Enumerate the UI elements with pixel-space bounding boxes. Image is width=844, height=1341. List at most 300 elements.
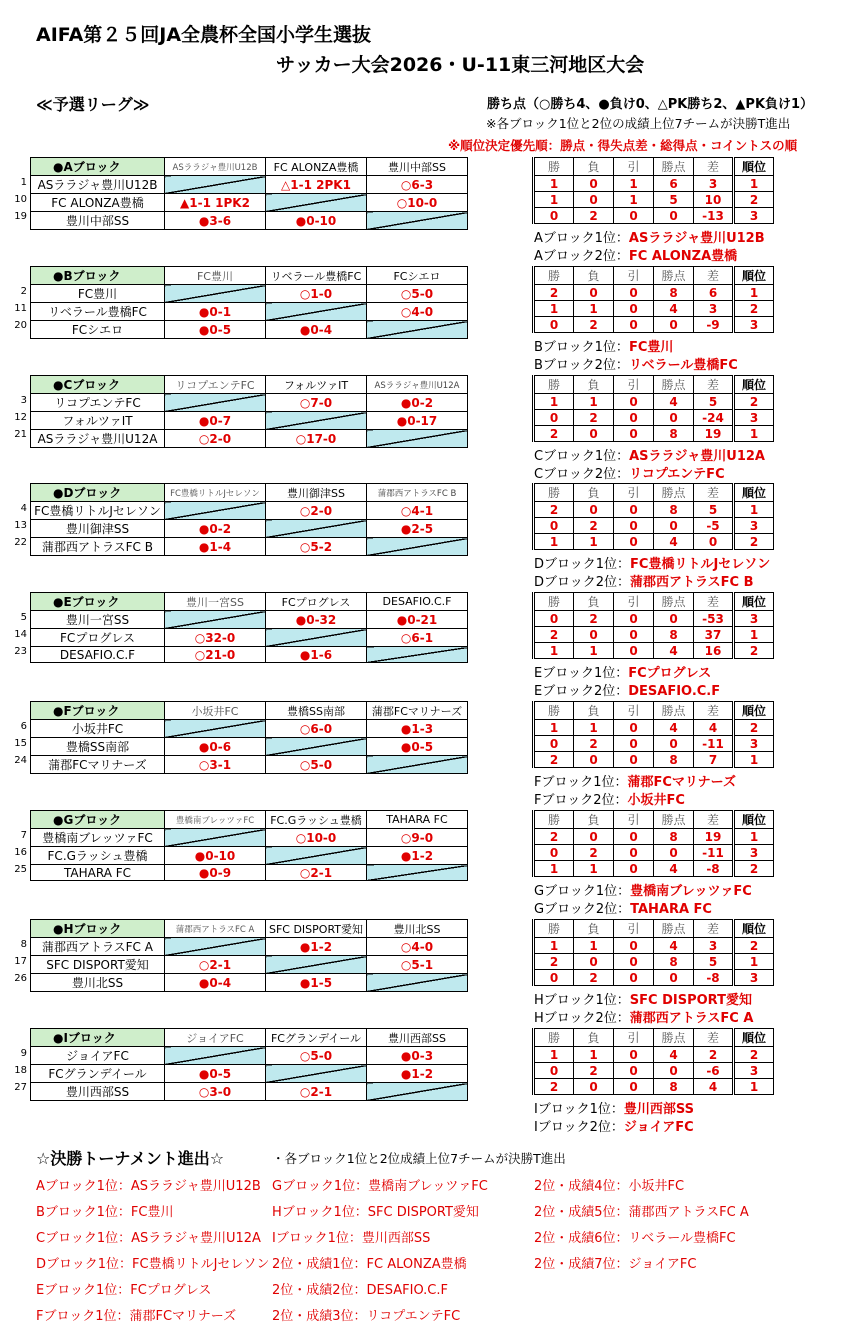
team-number: 4 — [20, 503, 27, 514]
place-team: 豊橋南ブレッツァFC — [630, 884, 752, 899]
opponent-header: 豊橋SS南部 — [266, 702, 367, 720]
final-entry: Eブロック1位：FCプログレス — [36, 1283, 212, 1298]
final-entry: 2位・成績3位：リコプエンテFC — [272, 1309, 461, 1324]
standings-w: 1 — [534, 394, 574, 410]
place-team: ジョイアFC — [623, 1120, 694, 1135]
team-name: FC豊川 — [31, 285, 165, 303]
standings-pts: 0 — [654, 317, 694, 333]
opponent-header: 蒲郡FCマリナーズ — [367, 702, 468, 720]
standings-header: 勝点 — [654, 484, 694, 502]
team-number: 25 — [14, 864, 27, 875]
standings-pts: 8 — [654, 954, 694, 970]
team-name: 豊川北SS — [31, 974, 165, 992]
standings-d: 0 — [614, 1063, 654, 1079]
place-label: Bブロック2位： — [534, 358, 629, 373]
standings-row — [534, 611, 774, 627]
standings-header: 負 — [574, 811, 614, 829]
block-second-place — [534, 354, 738, 373]
standings-row — [534, 1063, 774, 1079]
match-result: ○4-1 — [367, 502, 468, 520]
standings-l: 0 — [574, 1079, 614, 1095]
block-first-place — [534, 662, 711, 681]
place-team: FC豊橋リトルJセレソン — [630, 557, 771, 572]
table-row — [31, 865, 468, 881]
match-result: ○5-2 — [266, 538, 367, 556]
standings-header: 勝 — [534, 920, 574, 938]
standings-l: 0 — [574, 627, 614, 643]
standings-d: 0 — [614, 752, 654, 768]
standings-l: 1 — [574, 301, 614, 317]
standings-header: 引 — [614, 920, 654, 938]
standings-rank: 3 — [734, 208, 774, 224]
self-cell — [367, 647, 468, 663]
team-name: FCグランデイール — [31, 1065, 165, 1083]
self-cell — [266, 520, 367, 538]
self-cell — [367, 538, 468, 556]
points-rule: 勝ち点（○勝ち4、●負け0、△PK勝ち2、▲PK負け1） — [487, 97, 814, 112]
standings-pts: 8 — [654, 829, 694, 845]
table-row — [31, 720, 468, 738]
final-entry: 2位・成績5位：蒲郡西アトラスFC A — [534, 1205, 749, 1220]
match-result: ○2-0 — [165, 430, 266, 448]
standings-pts: 8 — [654, 502, 694, 518]
opponent-header: FC豊橋リトルJセレソン — [165, 484, 266, 502]
standings-row — [534, 410, 774, 426]
table-row — [31, 1065, 468, 1083]
place-team: リコプエンテFC — [629, 467, 725, 482]
final-entry: Cブロック1位：ASララジャ豊川U12A — [36, 1231, 261, 1246]
standings-header: 勝 — [534, 811, 574, 829]
standings-row — [534, 1047, 774, 1063]
standings-d: 0 — [614, 954, 654, 970]
self-cell — [266, 1065, 367, 1083]
standings-w: 0 — [534, 845, 574, 861]
standings-row — [534, 1079, 774, 1095]
standings-pts: 4 — [654, 720, 694, 736]
table-row — [31, 430, 468, 448]
place-team: FCプログレス — [628, 666, 712, 681]
standings-table — [532, 810, 774, 877]
standings-header: 引 — [614, 158, 654, 176]
standings-header: 順位 — [734, 811, 774, 829]
block-first-place — [534, 989, 752, 1008]
block-4 — [0, 592, 844, 697]
block-first-place — [534, 336, 673, 355]
table-row — [31, 412, 468, 430]
standings-pts: 8 — [654, 752, 694, 768]
standings-rank: 1 — [734, 176, 774, 192]
standings-l: 1 — [574, 938, 614, 954]
standings-d: 0 — [614, 394, 654, 410]
block-second-place — [534, 680, 720, 699]
self-cell — [266, 629, 367, 647]
standings-diff: -6 — [694, 1063, 734, 1079]
standings-row — [534, 208, 774, 224]
standings-diff: -11 — [694, 736, 734, 752]
opponent-header: フォルツァIT — [266, 376, 367, 394]
standings-l: 2 — [574, 970, 614, 986]
block-name: ●Bブロック — [31, 267, 165, 285]
standings-pts: 8 — [654, 1079, 694, 1095]
standings-diff: -24 — [694, 410, 734, 426]
standings-pts: 0 — [654, 1063, 694, 1079]
standings-l: 0 — [574, 829, 614, 845]
standings-diff: 10 — [694, 192, 734, 208]
place-team: ASララジャ豊川U12B — [628, 231, 765, 246]
place-team: SFC DISPORT愛知 — [629, 993, 752, 1008]
opponent-header: 豊川中部SS — [367, 158, 468, 176]
self-cell — [367, 974, 468, 992]
team-number: 20 — [14, 320, 27, 331]
standings-header: 負 — [574, 158, 614, 176]
block-name: ●Cブロック — [31, 376, 165, 394]
block-first-place — [534, 227, 765, 246]
standings-header: 勝 — [534, 158, 574, 176]
standings-rank: 2 — [734, 192, 774, 208]
table-row — [31, 829, 468, 847]
standings-pts: 8 — [654, 426, 694, 442]
match-table — [30, 810, 468, 881]
standings-l: 2 — [574, 611, 614, 627]
table-row — [31, 212, 468, 230]
self-cell — [367, 1083, 468, 1101]
standings-rank: 1 — [734, 285, 774, 301]
match-result: ●0-32 — [266, 611, 367, 629]
match-result: ○5-0 — [266, 1047, 367, 1065]
standings-rank: 3 — [734, 317, 774, 333]
standings-diff: -8 — [694, 970, 734, 986]
standings-header: 勝点 — [654, 267, 694, 285]
standings-rank: 2 — [734, 938, 774, 954]
place-label: Fブロック2位： — [534, 793, 628, 808]
opponent-header: SFC DISPORT愛知 — [266, 920, 367, 938]
opponent-header: FCシエロ — [367, 267, 468, 285]
self-cell — [266, 956, 367, 974]
match-result: ○9-0 — [367, 829, 468, 847]
block-name: ●Fブロック — [31, 702, 165, 720]
block-7 — [0, 919, 844, 1024]
standings-diff: 6 — [694, 285, 734, 301]
match-result: ●0-17 — [367, 412, 468, 430]
final-entry: Dブロック1位：FC豊橋リトルJセレソン — [36, 1257, 270, 1272]
standings-d: 0 — [614, 970, 654, 986]
team-number: 11 — [14, 303, 27, 314]
place-label: Bブロック1位： — [534, 340, 629, 355]
standings-rank: 3 — [734, 410, 774, 426]
standings-diff: 5 — [694, 394, 734, 410]
standings-pts: 4 — [654, 301, 694, 317]
match-result: ○6-1 — [367, 629, 468, 647]
block-second-place — [534, 571, 754, 590]
standings-header: 引 — [614, 702, 654, 720]
match-result: ●0-2 — [165, 520, 266, 538]
match-result: ○10-0 — [367, 194, 468, 212]
standings-row — [534, 970, 774, 986]
standings-header: 順位 — [734, 158, 774, 176]
standings-l: 2 — [574, 518, 614, 534]
place-label: Fブロック1位： — [534, 775, 628, 790]
standings-w: 2 — [534, 954, 574, 970]
standings-d: 0 — [614, 643, 654, 659]
place-label: Aブロック2位： — [534, 249, 629, 264]
match-result: ○2-0 — [266, 502, 367, 520]
standings-pts: 4 — [654, 1047, 694, 1063]
standings-pts: 4 — [654, 394, 694, 410]
standings-rank: 2 — [734, 301, 774, 317]
self-cell — [165, 285, 266, 303]
standings-d: 0 — [614, 426, 654, 442]
standings-diff: 3 — [694, 938, 734, 954]
team-number: 17 — [14, 956, 27, 967]
match-result: ●0-4 — [266, 321, 367, 339]
standings-row — [534, 861, 774, 877]
match-result: ○5-0 — [266, 756, 367, 774]
standings-d: 0 — [614, 829, 654, 845]
place-label: Hブロック2位： — [534, 1011, 630, 1026]
team-number: 21 — [14, 429, 27, 440]
self-cell — [165, 1047, 266, 1065]
place-team: FC豊川 — [628, 340, 674, 355]
place-team: FC ALONZA豊橋 — [628, 249, 738, 264]
match-result: ●0-7 — [165, 412, 266, 430]
standings-header: 負 — [574, 702, 614, 720]
standings-header: 引 — [614, 1029, 654, 1047]
standings-d: 0 — [614, 285, 654, 301]
final-entry: Iブロック1位：豊川西部SS — [272, 1231, 431, 1246]
standings-row — [534, 301, 774, 317]
table-row — [31, 502, 468, 520]
standings-w: 2 — [534, 285, 574, 301]
standings-header: 勝点 — [654, 1029, 694, 1047]
standings-diff: 7 — [694, 752, 734, 768]
standings-w: 1 — [534, 192, 574, 208]
title-line1: AIFA第２５回JA全農杯全国小学生選抜 — [36, 24, 372, 46]
team-number: 12 — [14, 412, 27, 423]
standings-header: 勝点 — [654, 158, 694, 176]
standings-d: 0 — [614, 938, 654, 954]
table-row — [31, 938, 468, 956]
match-table — [30, 157, 468, 230]
standings-w: 1 — [534, 301, 574, 317]
place-label: Gブロック1位： — [534, 884, 631, 899]
standings-header: 勝 — [534, 702, 574, 720]
match-result: ●0-1 — [165, 303, 266, 321]
section-title: ≪予選リーグ≫ — [36, 95, 150, 114]
standings-header: 勝 — [534, 593, 574, 611]
match-result: ○10-0 — [266, 829, 367, 847]
standings-diff: 0 — [694, 534, 734, 550]
standings-rank: 3 — [734, 970, 774, 986]
standings-header: 勝 — [534, 484, 574, 502]
standings-rank: 1 — [734, 829, 774, 845]
standings-w: 1 — [534, 1047, 574, 1063]
standings-header: 勝 — [534, 1029, 574, 1047]
standings-row — [534, 192, 774, 208]
standings-l: 1 — [574, 394, 614, 410]
standings-row — [534, 317, 774, 333]
team-number: 16 — [14, 847, 27, 858]
standings-pts: 8 — [654, 627, 694, 643]
standings-header: 勝点 — [654, 376, 694, 394]
final-note: ・各ブロック1位と2位成績上位7チームが決勝T進出 — [272, 1151, 566, 1166]
team-number: 13 — [14, 520, 27, 531]
opponent-header: 蒲郡西アトラスFC A — [165, 920, 266, 938]
team-name: 小坂井FC — [31, 720, 165, 738]
match-result: ○17-0 — [266, 430, 367, 448]
standings-rank: 3 — [734, 1063, 774, 1079]
place-team: 蒲郡西アトラスFC B — [630, 575, 754, 590]
match-result: ●1-5 — [266, 974, 367, 992]
standings-d: 0 — [614, 1079, 654, 1095]
self-cell — [165, 176, 266, 194]
opponent-header: ジョイアFC — [165, 1029, 266, 1047]
standings-w: 0 — [534, 1063, 574, 1079]
standings-rank: 2 — [734, 394, 774, 410]
table-row — [31, 1083, 468, 1101]
final-entry: Fブロック1位：蒲郡FCマリナーズ — [36, 1309, 237, 1324]
standings-l: 0 — [574, 192, 614, 208]
standings-row — [534, 954, 774, 970]
standings-w: 1 — [534, 720, 574, 736]
place-team: TAHARA FC — [630, 902, 712, 917]
standings-table — [532, 1028, 774, 1095]
place-team: ASララジャ豊川U12A — [629, 449, 765, 464]
team-name: リベラール豊橋FC — [31, 303, 165, 321]
team-name: FCシエロ — [31, 321, 165, 339]
standings-d: 1 — [614, 192, 654, 208]
self-cell — [367, 212, 468, 230]
match-table — [30, 919, 468, 992]
standings-header: 差 — [694, 1029, 734, 1047]
standings-diff: -11 — [694, 845, 734, 861]
place-team: 蒲郡FCマリナーズ — [627, 775, 737, 790]
standings-pts: 0 — [654, 518, 694, 534]
match-result: ○2-1 — [266, 1083, 367, 1101]
block-name: ●Dブロック — [31, 484, 165, 502]
standings-d: 0 — [614, 627, 654, 643]
standings-table — [532, 592, 774, 659]
standings-table — [532, 375, 774, 442]
match-result: ○5-1 — [367, 956, 468, 974]
self-cell — [165, 720, 266, 738]
team-name: 蒲郡西アトラスFC B — [31, 538, 165, 556]
match-result: △1-1 2PK1 — [266, 176, 367, 194]
standings-rank: 2 — [734, 643, 774, 659]
standings-header: 勝点 — [654, 593, 694, 611]
opponent-header: FCグランデイール — [266, 1029, 367, 1047]
final-entry: Aブロック1位：ASララジャ豊川U12B — [36, 1179, 261, 1194]
standings-l: 2 — [574, 317, 614, 333]
place-label: Gブロック2位： — [534, 902, 631, 917]
final-entry: 2位・成績2位：DESAFIO.C.F — [272, 1283, 448, 1298]
standings-l: 1 — [574, 720, 614, 736]
standings-l: 0 — [574, 752, 614, 768]
standings-pts: 0 — [654, 410, 694, 426]
place-label: Hブロック1位： — [534, 993, 630, 1008]
table-row — [31, 647, 468, 663]
standings-header: 差 — [694, 702, 734, 720]
standings-rank: 1 — [734, 954, 774, 970]
table-row — [31, 756, 468, 774]
team-number: 9 — [20, 1048, 27, 1059]
final-entry: 2位・成績6位：リベラール豊橋FC — [534, 1231, 736, 1246]
self-cell — [367, 756, 468, 774]
final-entry: Bブロック1位：FC豊川 — [36, 1205, 174, 1220]
place-label: Eブロック2位： — [534, 684, 629, 699]
match-result: ●1-6 — [266, 647, 367, 663]
standings-header: 順位 — [734, 376, 774, 394]
team-number: 27 — [14, 1082, 27, 1093]
standings-header: 勝点 — [654, 811, 694, 829]
opponent-header: 蒲郡西アトラスFC B — [367, 484, 468, 502]
team-number: 18 — [14, 1065, 27, 1076]
standings-w: 0 — [534, 208, 574, 224]
standings-header: 負 — [574, 1029, 614, 1047]
standings-diff: 37 — [694, 627, 734, 643]
block-second-place — [534, 1116, 694, 1135]
match-result: ○1-0 — [266, 285, 367, 303]
opponent-header: 豊橋南ブレッツァFC — [165, 811, 266, 829]
block-name: ●Aブロック — [31, 158, 165, 176]
standings-diff: -13 — [694, 208, 734, 224]
team-number: 14 — [14, 629, 27, 640]
title-line2: サッカー大会2026・U-11東三河地区大会 — [276, 54, 645, 76]
team-name: ASララジャ豊川U12A — [31, 430, 165, 448]
block-first-place — [534, 1098, 694, 1117]
team-number: 8 — [20, 939, 27, 950]
team-number: 24 — [14, 755, 27, 766]
standings-header: 負 — [574, 267, 614, 285]
match-table — [30, 1028, 468, 1101]
match-result: ○3-1 — [165, 756, 266, 774]
standings-diff: 19 — [694, 426, 734, 442]
standings-header: 差 — [694, 484, 734, 502]
standings-header: 負 — [574, 593, 614, 611]
opponent-header: ASララジャ豊川U12A — [367, 376, 468, 394]
match-table — [30, 483, 468, 556]
team-name: 蒲郡西アトラスFC A — [31, 938, 165, 956]
opponent-header: リコプエンテFC — [165, 376, 266, 394]
standings-pts: 4 — [654, 938, 694, 954]
match-result: ●1-3 — [367, 720, 468, 738]
standings-header: 順位 — [734, 702, 774, 720]
standings-header: 差 — [694, 267, 734, 285]
team-name: FC.Gラッシュ豊橋 — [31, 847, 165, 865]
standings-header: 引 — [614, 593, 654, 611]
match-result: ○6-0 — [266, 720, 367, 738]
team-number: 22 — [14, 537, 27, 548]
standings-rank: 1 — [734, 426, 774, 442]
standings-d: 0 — [614, 861, 654, 877]
match-result: ●0-5 — [165, 1065, 266, 1083]
standings-w: 1 — [534, 861, 574, 877]
standings-diff: -9 — [694, 317, 734, 333]
team-name: SFC DISPORT愛知 — [31, 956, 165, 974]
team-number: 2 — [20, 286, 27, 297]
standings-rank: 3 — [734, 736, 774, 752]
final-entry: Hブロック1位：SFC DISPORT愛知 — [272, 1205, 479, 1220]
team-name: DESAFIO.C.F — [31, 647, 165, 663]
team-name: 豊橋南ブレッツァFC — [31, 829, 165, 847]
standings-header: 差 — [694, 811, 734, 829]
standings-d: 0 — [614, 1047, 654, 1063]
block-3 — [0, 483, 844, 588]
table-row — [31, 974, 468, 992]
opponent-header: FC ALONZA豊橋 — [266, 158, 367, 176]
standings-header: 勝 — [534, 267, 574, 285]
team-number: 3 — [20, 395, 27, 406]
standings-w: 1 — [534, 534, 574, 550]
